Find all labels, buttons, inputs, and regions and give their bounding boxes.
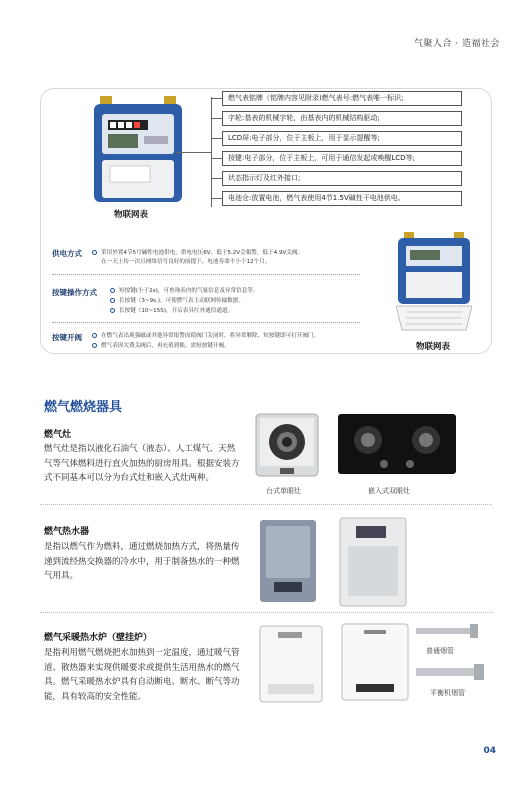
keys-line-3 <box>110 307 233 316</box>
valve-text-1: 在燃气表出现强磁或其他异常报警而使阀门关闭时，将异常解除，短按键即可打开阀门。 <box>101 333 320 339</box>
callout-lcd: LCD屏:电子部分，位于主板上，用于显示提醒等; <box>222 131 462 146</box>
divider <box>40 612 492 613</box>
callout-tick <box>211 198 222 199</box>
callout-indicator: 状态指示灯及红外接口; <box>222 171 462 186</box>
boiler-description: 是指利用燃气燃烧把水加热到一定温度，通过暖气管道、散热器来实现供暖要求或提供生活用热水的燃气具。燃气采暖热水炉具有自动断电、断水、断气等功能，具有较高的安全性能。 <box>44 648 240 702</box>
valve-line-1 <box>92 332 319 341</box>
stove-title: 燃气灶 <box>44 430 72 440</box>
divider <box>40 504 492 505</box>
callout-tick <box>211 98 222 99</box>
bullet-icon <box>110 308 115 313</box>
caption-normal-pipe: 普通烟管 <box>426 647 454 655</box>
water-heater-description: 是指以燃气作为燃料，通过燃烧加热方式，将热量传递到流经热交换器的冷水中，用于制备热水的一种燃气用具。 <box>44 542 240 581</box>
callout-wheel: 字轮:基表的机械字轮，由基表内的机械结构驱动; <box>222 111 462 126</box>
bullet-icon <box>92 250 97 255</box>
water-heater-title: 燃气热水器 <box>44 527 90 537</box>
bullet-icon <box>92 343 97 348</box>
keys-text-2: 长按键（3~9s.)，可使燃气表主动联网传输数据。 <box>119 298 244 304</box>
caption-built-in-stove: 嵌入式双眼灶 <box>368 487 410 495</box>
meter-label: 物联网表 <box>114 210 149 220</box>
callout-battery: 电池仓:放置电池，燃气表使用4节1.5V碱性干电池供电。 <box>222 191 462 206</box>
callout-bracket <box>211 97 212 207</box>
water-heater-image-2 <box>338 516 408 608</box>
power-text-1: 采用外置4节5号碱性电池供电，供电电压6V，低于5.2V会報警，低于4.9V关阀。 <box>101 250 304 256</box>
gas-meter-image <box>92 96 184 204</box>
keys-line-2 <box>110 297 244 306</box>
power-line-1 <box>92 249 303 258</box>
caption-balanced-pipe: 平衡机烟管 <box>430 689 465 697</box>
header-tagline: 气聚人合 · 造福社会 <box>413 39 500 49</box>
page-number: 04 <box>483 746 496 756</box>
callout-nameplate: 燃气表铭牌（铭牌内容见附录)燃气表号:燃气表唯一标识; <box>222 91 462 106</box>
built-in-stove-image <box>338 414 456 474</box>
callout-tick <box>211 138 222 139</box>
keys-text-3: 长按键（10~15S)，开启表具红外通信通道。 <box>119 308 234 314</box>
callout-tick <box>211 178 222 179</box>
power-title: 供电方式 <box>52 249 82 258</box>
keys-title: 按键操作方式 <box>52 288 97 297</box>
boiler-image-2 <box>340 622 410 702</box>
bullet-icon <box>110 298 115 303</box>
keys-text-1: 短按键(小于2s)，可查询表内的气量信息及异常信息等。 <box>119 288 259 294</box>
valve-text-2: 燃气表因欠费关阀后，再充值到账，需短按键开阀。 <box>101 343 230 349</box>
valve-title: 按键开阀 <box>52 333 82 342</box>
callout-tick <box>211 118 222 119</box>
boiler-image-1 <box>258 624 324 704</box>
table-stove-image <box>254 412 320 478</box>
bullet-icon <box>92 333 97 338</box>
callout-connector <box>176 152 211 153</box>
boiler-title: 燃气采暖热水炉（壁挂炉） <box>44 633 153 643</box>
appliances-title: 燃气燃烧器具 <box>44 400 123 415</box>
normal-pipe-image <box>412 622 482 644</box>
water-heater-image-1 <box>258 518 318 604</box>
caption-table-stove: 台式单眼灶 <box>266 487 301 495</box>
callout-tick <box>211 158 222 159</box>
meter-label-right: 物联网表 <box>416 342 451 352</box>
gas-meter-image-right <box>396 232 472 332</box>
power-line-2: 在一天上传一次且网络信号良好的前提下，电池寿命不小于12个月。 <box>101 259 271 265</box>
callout-button: 按键:电子部分，位于主板上，可用于通信发起或唤醒LCD等; <box>222 151 462 166</box>
valve-line-2 <box>92 342 230 351</box>
bullet-icon <box>110 288 115 293</box>
divider <box>52 322 360 323</box>
stove-description: 燃气灶是指以液化石油气（液态）、人工煤气、天然气等气体燃料进行直火加热的厨房用具。根据安装方式不同基本可以分为台式灶和嵌入式灶两种。 <box>44 444 240 483</box>
divider <box>52 274 360 275</box>
keys-line-1 <box>110 287 259 296</box>
balanced-pipe-image <box>412 660 488 684</box>
